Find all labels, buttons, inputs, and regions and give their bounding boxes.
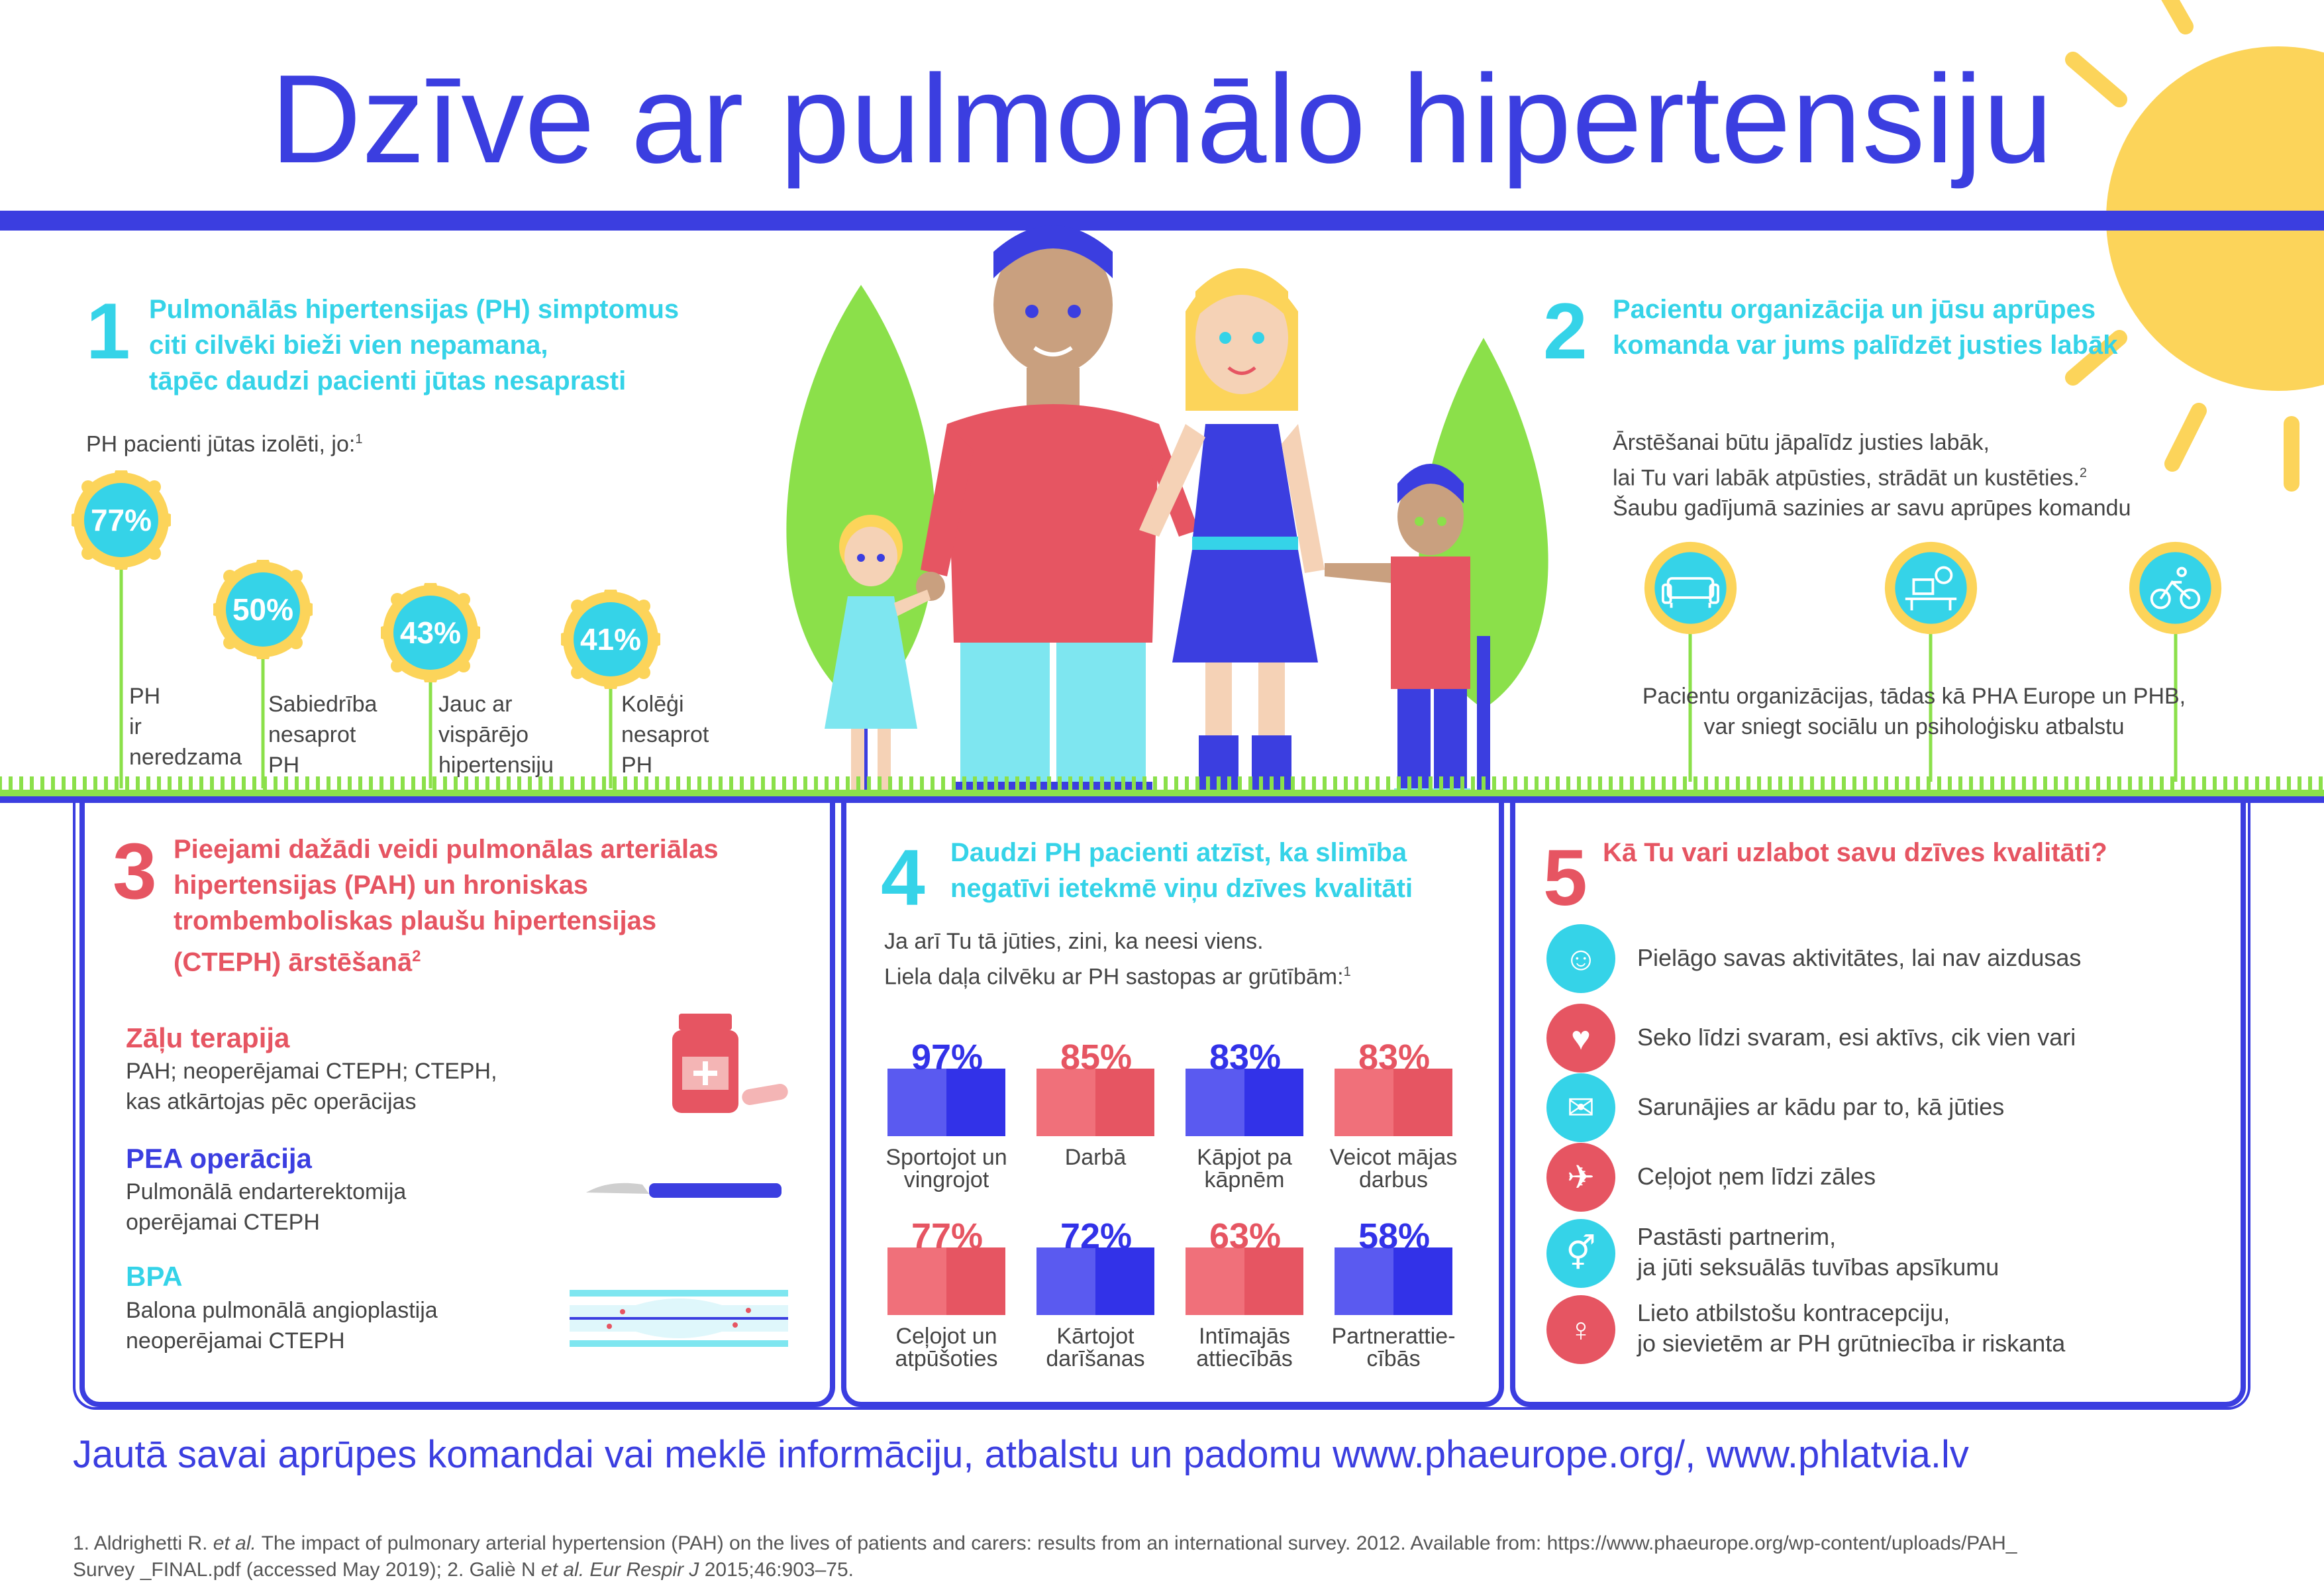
section2-heading: Pacientu organizācija un jūsu aprūpes komanda var jums palīdzēt justies labāk [1613,295,2118,360]
tip-text: Ceļojot ņem līdzi zāles [1637,1163,1876,1190]
stat-bar [1036,1247,1154,1315]
stat-bar [887,1069,1005,1136]
section1-heading: Pulmonālās hipertensijas (PH) simptomus citi cilvēki bieži vien nepamana, tāpēc daudzi pacienti jūtas nesaprasti [149,295,680,396]
stat-label: Ceļojot un atpūšoties [895,1324,998,1371]
section1-intro: PH pacienti jūtas izolēti, jo:$^1$ [86,431,363,457]
section2-text: Ārstēšanai būtu jāpalīdz justies labāk, lai Tu vari labāk atpūsties, strādāt un kustēties.$^2$ Šaubu gadījumā sazinies ar savu aprūpes komandu [1613,430,2131,521]
flower-label: Kolēģi nesaprot PH [621,692,709,778]
flower-50 [213,560,313,662]
sofa-icon [1642,540,1739,636]
stat-pct: 72% [1060,1216,1133,1256]
section3-number: 3 [113,827,157,916]
flower-77 [72,470,171,573]
footnote: 1. Aldrighetti R. et al. The impact of pulmonary arterial hypertension (PAH) on the lives of patients and carers: results from an international survey. 2012. Available from: https://www.phaeurope.org/wp-content/uploads/PAH_ Survey _FINAL.pdf (accessed May 2019); 2. Galiè N et al. Eur Respir J 2015;46:903–75. [73,1532,2017,1581]
flower-pct: 50% [232,592,294,627]
tip-text: Pastāsti partnerim, ja jūti seksuālās tuvības apsīkumu [1637,1223,1999,1281]
flower-pct: 43% [399,615,462,650]
section5-number: 5 [1543,833,1588,922]
section5-heading: Kā Tu vari uzlabot savu dzīves kvalitāti? [1603,838,2107,867]
treatment-desc: Balona pulmonālā angioplastija neoperējamai CTEPH [126,1298,438,1353]
treatment-name: BPA [126,1261,183,1292]
family-illustration [729,225,1609,808]
stat-label: Intīmajās attiecībās [1196,1324,1293,1371]
pregnancy-icon: ♀ [1546,1295,1615,1364]
stat-pct: 85% [1060,1037,1133,1077]
stat-pct: 77% [911,1216,984,1256]
stat-bar [887,1247,1005,1315]
breathing-head-icon: ☺ [1546,924,1615,993]
treatment-name: PEA operācija [126,1143,312,1174]
section4-number: 4 [881,833,925,922]
stat-bar [1186,1069,1303,1136]
stat-pct: 63% [1209,1216,1282,1256]
stat-label: Kārtojot darīšanas [1046,1324,1145,1371]
stat-bar [1186,1247,1303,1315]
flower-43 [381,583,480,686]
stat-bar [1335,1247,1452,1315]
stat-label: Veicot mājas darbus [1329,1145,1458,1192]
flower-pct: 77% [90,503,152,537]
stat-bar [1036,1069,1154,1136]
stat-bar [1335,1069,1452,1136]
treatment-desc: Pulmonālā endarterektomija operējamai CTEPH [126,1179,407,1235]
stat-pct: 58% [1358,1216,1431,1256]
apple-icon: ♥ [1546,1004,1615,1073]
treatment-desc: PAH; neoperējamai CTEPH; CTEPH, kas atkārtojas pēc operācijas [126,1059,497,1114]
stat-label: Kāpjot pa kāpnēm [1197,1145,1292,1192]
treatment-name: Zāļu terapija [126,1022,290,1053]
tip-text: Seko līdzi svaram, esi aktīvs, cik vien vari [1637,1024,2076,1051]
stat-label: Darbā [1064,1145,1127,1170]
stat-pct: 97% [911,1037,984,1077]
airplane-icon: ✈ [1546,1143,1615,1212]
flower-label: PH ir neredzama [129,684,242,770]
tip-text: Lieto atbilstošu kontracepciju, jo sievietēm ar PH grūtniecība ir riskanta [1637,1299,2066,1357]
stat-pct: 83% [1209,1037,1282,1077]
stat-pct: 83% [1358,1037,1431,1077]
flower-pct: 41% [580,622,642,657]
stat-label: Sportojot un vingrojot [885,1145,1007,1192]
section4-text: Ja arī Tu tā jūties, zini, ka neesi viens. Liela daļa cilvēku ar PH sastopas ar grūtībām:$^1$ [884,929,1351,990]
chat-icon: ✉ [1546,1073,1615,1142]
section1-number: 1 [86,287,130,376]
section2-support: Pacientu organizācijas, tādas kā PHA Europe un PHB, var sniegt sociālu un psiholoģisku atbalstu [1642,684,2186,739]
flower-label: Sabiedrība nesaprot PH [268,692,378,778]
bicycle-icon [2127,540,2223,636]
medicine-bottle-icon [662,1007,795,1120]
desk-icon [1883,540,1979,636]
couple-icon: ⚥ [1546,1219,1615,1288]
balloon-vessel-icon [570,1279,788,1358]
woman-figure [1139,268,1325,802]
flower-label: Jauc ar vispārējo hipertensiju [438,692,554,778]
tip-text: Sarunājies ar kādu par to, kā jūties [1637,1093,2005,1120]
desk-flower [1883,540,1979,639]
tip-text: Pielāgo savas aktivitātes, lai nav aizdusas [1637,944,2082,971]
section3-heading: Pieejami dažādi veidi pulmonālas arteriālas hipertensijas (PAH) un hroniskas trombemboliskas plaušu hipertensijas (CTEPH) ārstēšanā$^2$ [174,835,719,977]
grass-line [0,768,2324,808]
flower-41 [561,590,660,692]
boy-figure [1325,464,1470,802]
stat-label: Partnerattie- cībās [1331,1324,1456,1371]
bicycle-flower [2127,540,2223,639]
tagline: Jautā savai aprūpes komandai vai meklē informāciju, atbalstu un padomu www.phaeurope.org/, www.phlatvia.lv [73,1433,1969,1476]
section2-number: 2 [1543,287,1588,376]
page-title: Dzīve ar pulmonālo hipertensiju [270,49,2054,189]
sofa-flower [1642,540,1739,639]
scalpel-icon [583,1173,788,1206]
section4-heading: Daudzi PH pacienti atzīst, ka slimība negatīvi ietekmē viņu dzīves kvalitāti [950,838,1413,903]
